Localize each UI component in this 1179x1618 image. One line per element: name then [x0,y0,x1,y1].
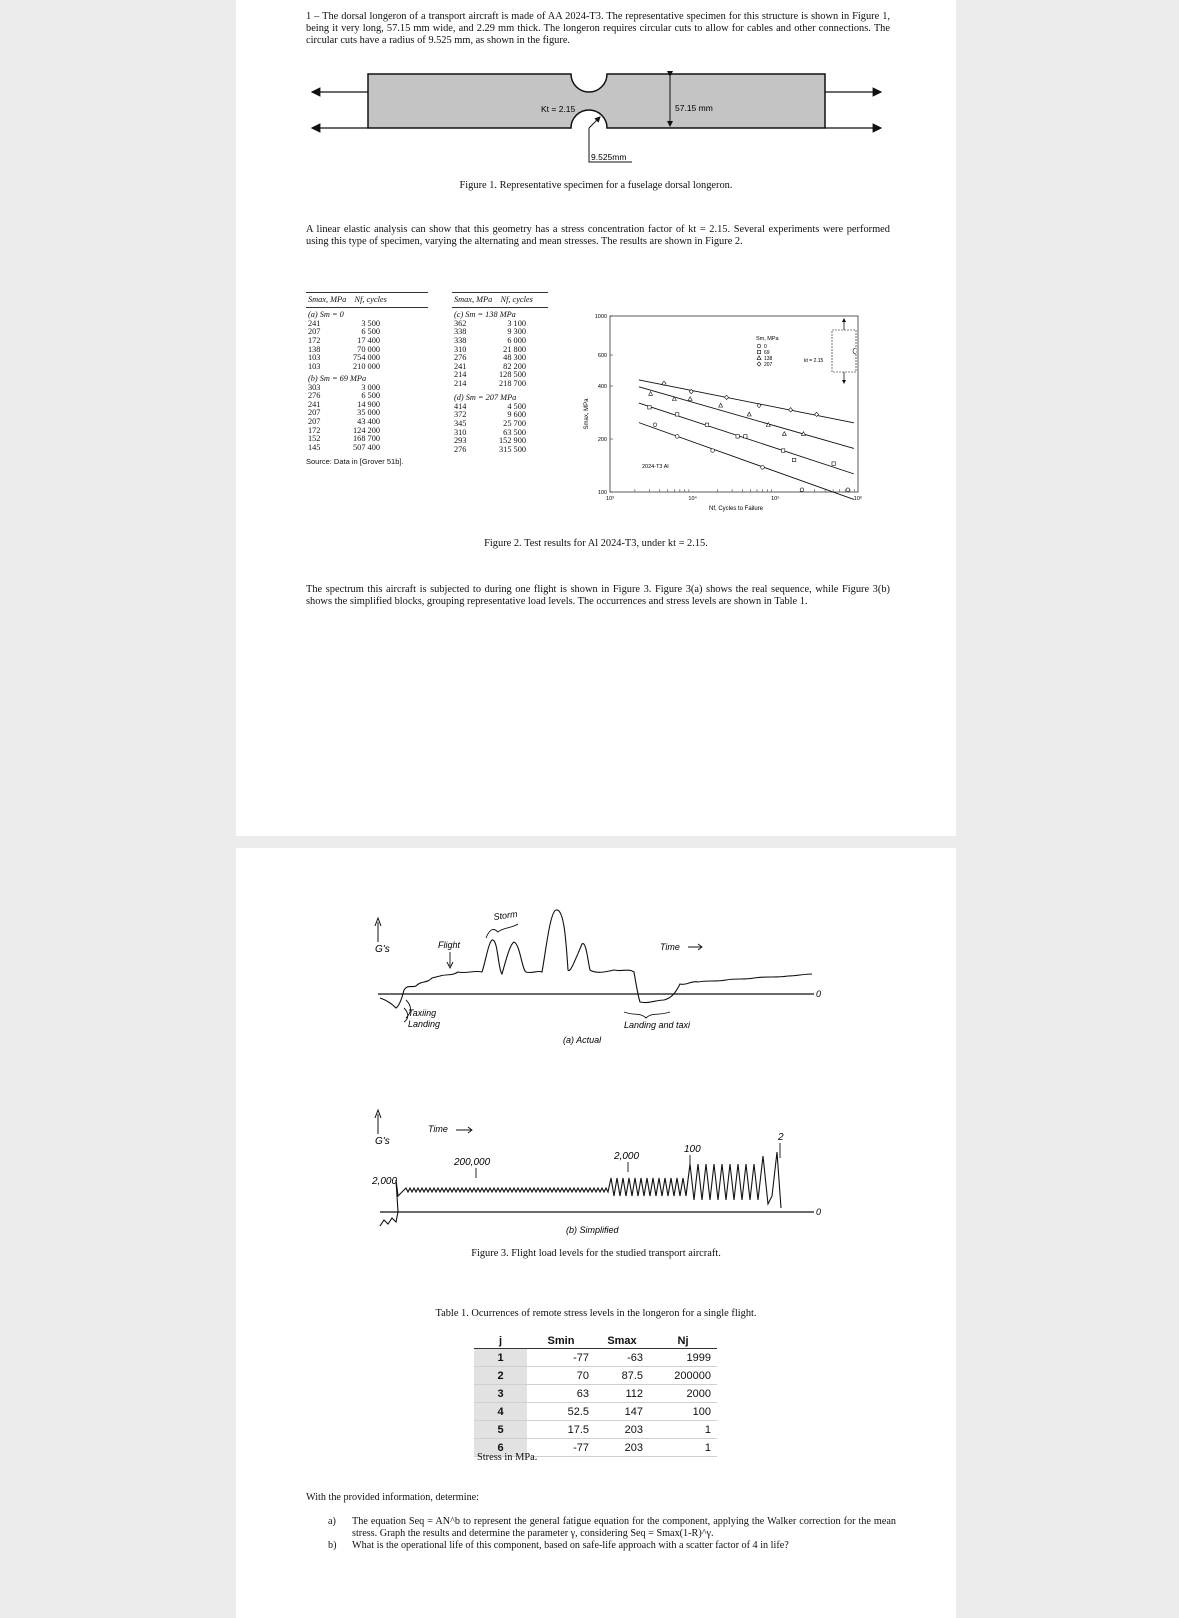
width-label: 57.15 mm [675,103,713,113]
paragraph-3: The spectrum this aircraft is subjected to during one flight is shown in Figure 3. Figure 3(a) shows the real sequence, while Figure 3(b) shows the simplified blocks, grouping representative load levels. The occurrences and stress levels are shown in Table 1. [306,584,890,608]
axis-label-gs: G's [375,1136,390,1147]
fig2-sn-plot [576,306,916,516]
count-2000-right: 2,000 [614,1151,640,1162]
kt-label: Kt = 2.15 [541,104,576,114]
group-b [306,375,428,452]
cycles-cell: 168 700 [353,434,380,444]
nj-cell: 2000 [649,1385,717,1403]
smax-cell: 138 [308,344,321,354]
cycles-cell: 9 300 [507,327,526,337]
smax-cell: 172 [308,335,321,345]
data-row [452,446,526,455]
smax-cell: 87.5 [595,1367,649,1385]
source-note: Source: Data in [Grover 51b]. [306,457,404,467]
cycles-cell: 48 300 [503,353,526,363]
cycles-cell: 25 700 [503,418,526,428]
table-row [474,1385,717,1403]
table-header-row [474,1334,717,1349]
legend-marker [757,362,761,366]
figure-3-caption: Figure 3. Flight load levels for the studied transport aircraft. [471,1248,721,1259]
fit-line [639,403,854,474]
table-row [474,1421,717,1439]
legend-entry: 138 [764,356,773,362]
smax-cell: 147 [595,1403,649,1421]
smax-cell: 207 [308,408,321,418]
y-tick-label: 400 [597,384,607,391]
cycles-cell: 9 600 [507,410,526,420]
smin-cell: 17.5 [527,1421,595,1439]
group-label: (c) Sm = 138 MPa [454,310,516,320]
count-100: 100 [684,1144,701,1155]
smax-cell: 414 [454,401,467,411]
group-label: (d) Sm = 207 MPa [454,393,517,403]
figure-3a-label: (a) Actual [563,1035,602,1045]
j-cell: 3 [474,1385,527,1403]
smax-cell: 112 [595,1385,649,1403]
table-1 [474,1334,717,1457]
figure-2-caption: Figure 2. Test results for Al 2024-T3, under kt = 2.15. [484,538,708,549]
group-label: (b) Sm = 69 MPa [308,374,367,384]
cycles-cell: 63 500 [503,427,526,437]
cycles-cell: 35 000 [357,408,380,418]
header-smax: Smax [595,1334,649,1349]
radius-label: 9.525mm [591,152,627,162]
questions [306,1492,896,1552]
cycles-cell: 3 100 [507,318,526,328]
table-header: Smax, MPa Nf, cycles [306,292,428,308]
j-cell: 2 [474,1367,527,1385]
smax-cell: 310 [454,427,467,437]
count-200000: 200,000 [454,1157,491,1168]
smax-cell: 207 [308,327,321,337]
x-tick-label: 10³ [606,496,614,502]
problem-intro: 1 – The dorsal longeron of a transport aircraft is made of AA 2024-T3. The representative specimen for this structure is shown in Figure 1, being it very long, 57.15 mm wide, and 2.29 mm thick. The longeron requires circular cuts to allow for cables and other connections. The circular cuts have a radius of 9.525 mm, as shown in the figure. [306,11,890,47]
nj-cell: 1 [649,1421,717,1439]
data-point [653,423,657,427]
group-a [306,311,428,371]
smax-cell: 276 [454,444,467,454]
data-point [675,435,679,439]
smax-cell: 310 [454,344,467,354]
cycles-cell: 6 000 [507,335,526,345]
figure-3b-label: (b) Simplified [566,1225,619,1235]
y-tick-label: 600 [597,353,607,360]
header-smin: Smin [527,1334,595,1349]
data-point [725,395,729,399]
smax-cell: 338 [454,335,467,345]
time-label: Time [660,942,680,952]
smax-cell: 303 [308,382,321,392]
fit-lines [639,380,854,500]
smax-cell: 207 [308,416,321,426]
data-point [736,435,739,438]
header-nj: Nj [649,1334,717,1349]
paragraph-2: A linear elastic analysis can show that this geometry has a stress concentration factor of kt = 2.15. Several experiments were performed using this type of specimen, varying the alternating and mean stresses. The results are shown in Figure 2. [306,224,890,248]
axis-ticks [595,314,862,502]
legend-entry: 0 [764,344,767,350]
cycles-cell: 210 000 [353,361,380,371]
data-point [744,435,747,438]
x-tick-label: 10⁴ [688,496,697,502]
fig2-data-table-right [452,292,548,454]
cycles-cell: 43 400 [357,416,380,426]
legend-marker [757,344,761,348]
nj-cell: 200000 [649,1367,717,1385]
cycles-cell: 128 500 [499,370,526,380]
gs-trace [380,910,812,1008]
cycles-cell: 17 400 [357,335,380,345]
fit-line [639,423,854,500]
y-axis-label: Smax, MPa [584,398,590,430]
cycles-cell: 82 200 [503,361,526,371]
j-cell: 6 [474,1439,527,1457]
cycles-cell: 507 400 [353,442,380,452]
data-point [747,412,751,416]
table-row [474,1349,717,1367]
smax-cell: 152 [308,434,321,444]
smin-cell: -77 [527,1439,595,1457]
smin-cell: 70 [527,1367,595,1385]
table-header: Smax, MPa Nf, cycles [452,292,548,308]
smax-cell: 214 [454,370,467,380]
smin-cell: 52.5 [527,1403,595,1421]
specimen-inset [804,318,856,384]
data-point [832,462,835,465]
smax-cell: 214 [454,378,467,388]
data-point [846,488,850,492]
cycles-cell: 315 500 [499,444,526,454]
j-cell: 4 [474,1403,527,1421]
group-table [452,403,526,455]
count-2000-left: 2,000 [372,1176,398,1187]
y-tick-label: 100 [597,490,607,496]
fit-line [639,387,854,449]
data-row [306,363,380,372]
data-point [719,403,723,407]
cycles-cell: 14 900 [357,399,380,409]
cycles-cell: 218 700 [499,378,526,388]
questions-intro: With the provided information, determine: [306,1492,480,1503]
group-d [452,394,548,454]
cycles-cell: 124 200 [353,425,380,435]
table-1-caption: Table 1. Ocurrences of remote stress levels in the longeron for a single flight. [435,1308,757,1319]
smax-cell: 241 [308,399,321,409]
x-tick-label: 10⁵ [771,496,780,502]
x-axis-label: Nf, Cycles to Failure [708,506,764,512]
group-table [306,383,380,452]
data-point [761,466,765,470]
figure-3a-actual [236,900,956,1070]
smax-cell: 172 [308,425,321,435]
kt-inset-label: kt = 2.15 [804,358,824,364]
data-point [800,488,804,492]
flight-label: Flight [438,940,461,950]
table-row [474,1367,717,1385]
y-tick-label: 200 [597,437,607,444]
cycles-cell: 21 800 [503,344,526,354]
smax-cell: -63 [595,1349,649,1367]
smax-cell: 203 [595,1421,649,1439]
time-label: Time [428,1124,448,1134]
j-cell: 1 [474,1349,527,1367]
landing-label: Landing [408,1019,441,1029]
j-cell: 5 [474,1421,527,1439]
nj-cell: 1999 [649,1349,717,1367]
group-table [306,320,380,372]
smax-cell: 103 [308,353,321,363]
y-tick-label: 1000 [594,314,607,320]
legend-title: Sm, MPa [756,336,779,342]
cycles-cell: 3 500 [361,318,380,328]
cycles-cell: 70 000 [357,344,380,354]
data-point [688,397,692,401]
data-point [649,391,653,395]
legend-marker [757,356,761,360]
landing-taxi-label: Landing and taxi [624,1020,691,1030]
smax-cell: 241 [308,318,321,328]
data-point [781,449,784,452]
material-label: 2024-T3 Al [642,464,669,470]
storm-label: Storm [492,908,519,922]
smax-cell: 362 [454,318,467,328]
smax-cell: 103 [308,361,321,371]
fig2-data-table-left [306,292,428,467]
smin-cell: 63 [527,1385,595,1403]
data-point [792,458,795,461]
table-row [474,1403,717,1421]
data-row [306,444,380,453]
fit-line [639,380,854,423]
smax-cell: 203 [595,1439,649,1457]
smax-cell: 345 [454,418,467,428]
smax-cell: 338 [454,327,467,337]
data-point [782,432,786,436]
cycles-cell: 3 000 [361,382,380,392]
header-j: j [474,1334,527,1349]
smax-cell: 372 [454,410,467,420]
group-c [452,311,548,388]
legend [756,336,780,368]
question-a [306,1516,896,1540]
gs-trace-simplified [380,1152,781,1226]
figure-3b-simplified [236,1100,956,1240]
nj-cell: 100 [649,1403,717,1421]
figure-1-caption: Figure 1. Representative specimen for a fuselage dorsal longeron. [459,180,733,191]
nj-cell: 1 [649,1439,717,1457]
smax-cell: 145 [308,442,321,452]
document-page-2 [236,848,956,1618]
smax-cell: 276 [308,391,321,401]
legend-entry: 207 [764,362,773,368]
smax-cell: 293 [454,436,467,446]
x-tick-label: 10⁶ [853,496,863,502]
question-label: a) [328,1516,336,1527]
cycles-cell: 6 500 [361,327,380,337]
figure-1-specimen [236,66,956,182]
legend-entry: 69 [764,350,770,356]
count-2: 2 [778,1132,784,1143]
data-point [711,449,715,453]
cycles-cell: 4 500 [507,401,526,411]
axis-label-gs: G's [375,944,390,955]
legend-marker [757,350,760,353]
group-label: (a) Sm = 0 [308,310,344,320]
data-point [648,406,651,409]
smin-cell: -77 [527,1349,595,1367]
data-point [705,423,708,426]
zero-label: 0 [816,989,822,999]
taxiing-label: Taxiing [408,1008,437,1018]
data-point [789,408,793,412]
zero-label: 0 [816,1207,822,1217]
cycles-cell: 6 500 [361,391,380,401]
cycles-cell: 152 900 [499,436,526,446]
data-point [676,413,679,416]
table-1-note: Stress in MPa. [477,1452,538,1463]
question-text: What is the operational life of this component, based on safe-life approach with a scatter factor of 4 in life? [352,1540,789,1551]
question-text: The equation Seq = AN^b to represent the general fatigue equation for the component, applying the Walker correction for the mean stress. Graph the results and determine the parameter γ, considering Seq = Smax(1-R)^γ. [352,1516,896,1539]
document-page-1 [236,0,956,836]
data-row [452,380,526,389]
smax-cell: 241 [454,361,467,371]
question-b [306,1540,896,1552]
group-table [452,320,526,389]
smax-cell: 276 [454,353,467,363]
question-label: b) [328,1540,337,1551]
cycles-cell: 754 000 [353,353,380,363]
